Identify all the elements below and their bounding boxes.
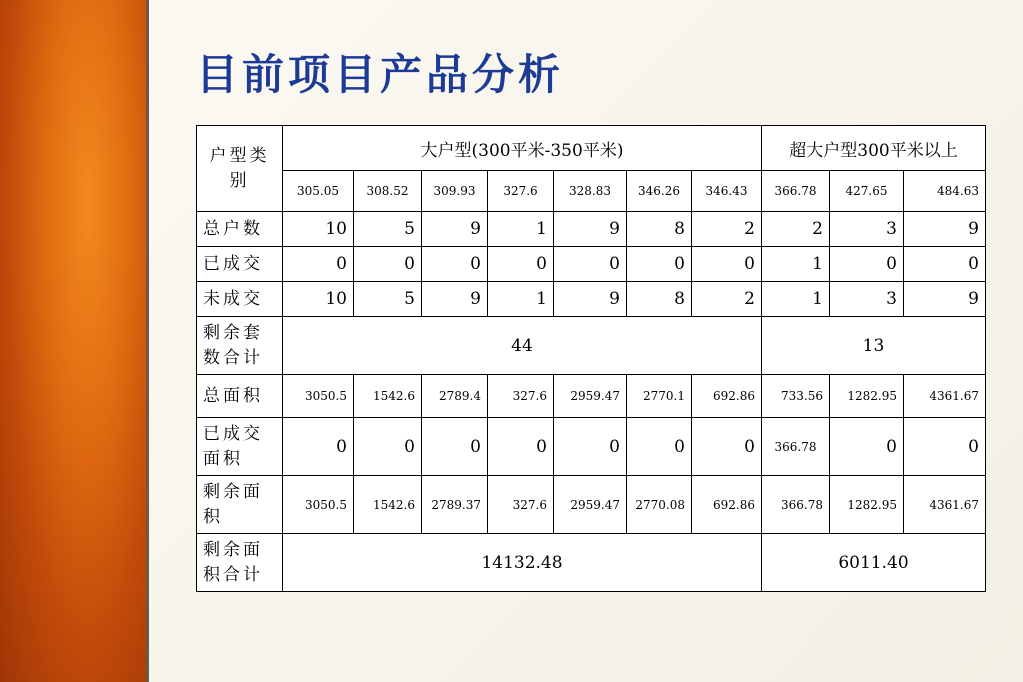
table-cell: 5: [354, 282, 422, 317]
table-cell: 0: [830, 418, 904, 476]
group-header-extra-large: 超大户型300平米以上: [762, 126, 986, 171]
table-cell: 9: [422, 212, 488, 247]
product-analysis-table: [196, 125, 986, 592]
table-cell: 0: [488, 418, 554, 476]
group-total-cell: 13: [762, 317, 986, 375]
table-cell: 4361.67: [904, 375, 986, 418]
table-cell: 0: [422, 247, 488, 282]
table-cell: 0: [554, 418, 627, 476]
size-header: 366.78: [762, 171, 830, 212]
table-cell: 0: [904, 247, 986, 282]
row-label: 剩余面积: [197, 476, 283, 534]
table-cell: 0: [692, 247, 762, 282]
row-label: 剩余套数合计: [197, 317, 283, 375]
table-cell: 8: [627, 282, 692, 317]
header-row-groups: [197, 126, 986, 171]
size-header: 305.05: [283, 171, 354, 212]
table-cell: 5: [354, 212, 422, 247]
table-cell: 2: [692, 282, 762, 317]
table-cell: 327.6: [488, 476, 554, 534]
row-label: 已成交: [197, 247, 283, 282]
table-cell: 0: [488, 247, 554, 282]
row-label: 已成交面积: [197, 418, 283, 476]
table-cell: 3: [830, 282, 904, 317]
header-row-sizes: [197, 171, 986, 212]
table-cell: 3050.5: [283, 476, 354, 534]
table-cell: 0: [904, 418, 986, 476]
table-cell: 0: [422, 418, 488, 476]
table-cell: 0: [627, 418, 692, 476]
table-row-total-area: [197, 375, 986, 418]
table-row-remaining-area: [197, 476, 986, 534]
size-header: 308.52: [354, 171, 422, 212]
table-cell: 3: [830, 212, 904, 247]
table-row-sold: [197, 247, 986, 282]
table-cell: 692.86: [692, 476, 762, 534]
table-cell: 0: [554, 247, 627, 282]
row-label: 总面积: [197, 375, 283, 418]
corner-header: 户型类别: [197, 126, 283, 212]
table-cell: 0: [283, 247, 354, 282]
table-cell: 1: [762, 282, 830, 317]
table-cell: 1282.95: [830, 476, 904, 534]
table-cell: 327.6: [488, 375, 554, 418]
row-label: 剩余面积合计: [197, 534, 283, 592]
size-header: 484.63: [904, 171, 986, 212]
table-cell: 10: [283, 212, 354, 247]
table-cell: 2789.4: [422, 375, 488, 418]
table-cell: 0: [830, 247, 904, 282]
table-cell: 366.78: [762, 476, 830, 534]
table-cell: 366.78: [762, 418, 830, 476]
size-header: 327.6: [488, 171, 554, 212]
table-cell: 10: [283, 282, 354, 317]
table-cell: 9: [904, 282, 986, 317]
group-total-cell: 6011.40: [762, 534, 986, 592]
group-header-large: 大户型(300平米-350平米): [283, 126, 762, 171]
table-cell: 2770.1: [627, 375, 692, 418]
group-total-cell: 44: [283, 317, 762, 375]
table-cell: 1542.6: [354, 476, 422, 534]
table-row-unsold: [197, 282, 986, 317]
table-row-remaining-sum: [197, 317, 986, 375]
table-cell: 0: [354, 418, 422, 476]
group-total-cell: 14132.48: [283, 534, 762, 592]
table-row-total-units: [197, 212, 986, 247]
table-cell: 2: [762, 212, 830, 247]
table-cell: 8: [627, 212, 692, 247]
table-cell: 733.56: [762, 375, 830, 418]
size-header: 346.43: [692, 171, 762, 212]
table-cell: 2959.47: [554, 375, 627, 418]
table-cell: 0: [354, 247, 422, 282]
table-cell: 2: [692, 212, 762, 247]
page-title: 目前项目产品分析: [196, 50, 565, 99]
table-cell: 2770.08: [627, 476, 692, 534]
table-cell: 0: [627, 247, 692, 282]
table-cell: 2959.47: [554, 476, 627, 534]
table-cell: 1542.6: [354, 375, 422, 418]
size-header: 309.93: [422, 171, 488, 212]
table-cell: 1282.95: [830, 375, 904, 418]
table-cell: 4361.67: [904, 476, 986, 534]
table-cell: 9: [422, 282, 488, 317]
table-cell: 9: [904, 212, 986, 247]
size-header: 427.65: [830, 171, 904, 212]
table-row-sold-area: [197, 418, 986, 476]
table-cell: 0: [283, 418, 354, 476]
size-header: 328.83: [554, 171, 627, 212]
table-cell: 692.86: [692, 375, 762, 418]
table-cell: 9: [554, 212, 627, 247]
table-cell: 1: [488, 282, 554, 317]
table-cell: 2789.37: [422, 476, 488, 534]
table-cell: 1: [488, 212, 554, 247]
decorative-side-bar: [0, 0, 146, 682]
row-label: 总户数: [197, 212, 283, 247]
row-label: 未成交: [197, 282, 283, 317]
table-row-remaining-area-sum: [197, 534, 986, 592]
table-cell: 3050.5: [283, 375, 354, 418]
table-cell: 0: [692, 418, 762, 476]
table-cell: 1: [762, 247, 830, 282]
table-cell: 9: [554, 282, 627, 317]
size-header: 346.26: [627, 171, 692, 212]
